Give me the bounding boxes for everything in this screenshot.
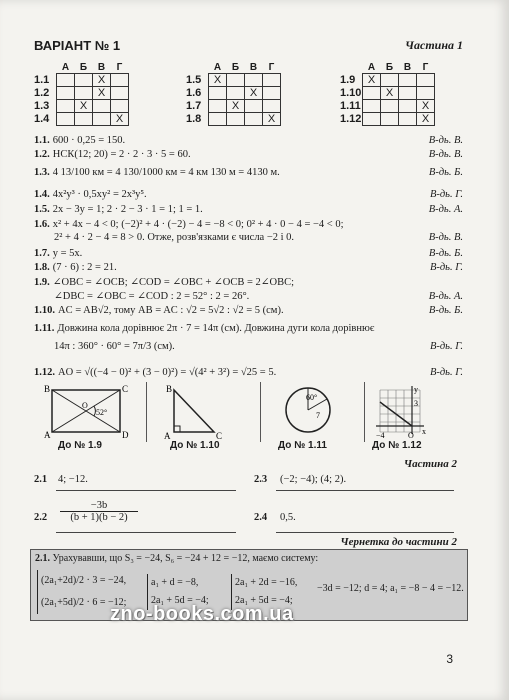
- solution-text: 4x²y³ · 0,5xy² = 2x³y⁵.: [52, 189, 147, 200]
- grid-column-header: Г: [422, 62, 429, 73]
- divider: [260, 382, 261, 442]
- solution-number: 1.12.: [34, 367, 55, 378]
- grid-row-number: 1.2: [34, 87, 50, 99]
- solution-text: 2x − 3y = 1; 2 · 2 − 3 · 1 = 1; 1 = 1.: [52, 204, 203, 215]
- label-c: C: [122, 384, 129, 394]
- solution-line: [34, 340, 463, 353]
- grid-cell: [227, 74, 245, 87]
- solution-line: [34, 247, 463, 260]
- grid-cell: [263, 74, 281, 87]
- solution-answer: В-дь. А.: [428, 204, 463, 215]
- caption-1-9: До № 1.9: [58, 440, 102, 451]
- solution-answer: В-дь. В.: [428, 232, 463, 243]
- grid-cell: [57, 74, 75, 87]
- grid-cell: [363, 87, 381, 100]
- svg-text:B: B: [166, 384, 173, 394]
- solution-text: 14π : 360° · 60° = 7π/3 (см).: [54, 341, 175, 352]
- solution-text: y = 5x.: [52, 248, 83, 259]
- solution-answer: В-дь. Б.: [428, 167, 463, 178]
- grid-row-number: 1.12: [340, 113, 362, 125]
- grid-row-number: 1.11: [340, 100, 361, 112]
- grid-column-header: Б: [79, 62, 88, 73]
- solution-line: [34, 188, 463, 201]
- label-b: B: [44, 384, 51, 394]
- answer-2-2-fraction: [60, 500, 138, 523]
- solution-answer: В-дь. Г.: [429, 341, 463, 352]
- grid-cell: X: [381, 87, 399, 100]
- grid-cell: X: [93, 74, 111, 87]
- fraction-denominator: (b + 1)(b − 2): [60, 511, 138, 523]
- solution-number: 1.8.: [34, 262, 50, 273]
- figure-1-12: [372, 382, 462, 452]
- solution-text: ∠OBC = ∠OCB; ∠COD = ∠OBC + ∠OCB = 2∠OBC;: [52, 277, 295, 288]
- solution-number: 1.2.: [34, 149, 50, 160]
- svg-text:y: y: [414, 385, 418, 394]
- grid-cell: [227, 87, 245, 100]
- label-a: A: [44, 430, 51, 440]
- answer-2-1: 4; −12.: [58, 474, 88, 485]
- grid-cell: [363, 113, 381, 126]
- solution-line: [34, 366, 463, 379]
- grid-row-number: 1.7: [186, 100, 202, 112]
- label-d: D: [122, 430, 129, 440]
- page-header: [34, 38, 463, 54]
- part-2-title: Частина 2: [403, 458, 457, 470]
- solution-text: x² + 4x − 4 < 0; (−2)² + 4 · (−2) − 4 = −8 < 0; 0² + 4 · 0 − 4 = −4 < 0;: [52, 219, 344, 230]
- fraction-numerator: −3b: [90, 500, 108, 511]
- grid-row-number: 1.1: [34, 74, 50, 86]
- solution-number: 1.11.: [34, 323, 55, 334]
- draft-title: Чернетка до частини 2: [340, 536, 457, 548]
- grid-column-header: В: [403, 62, 412, 73]
- solution-line: [34, 218, 463, 231]
- answer-line: [56, 490, 236, 491]
- grid-cell: [93, 113, 111, 126]
- solution-line: [34, 134, 463, 147]
- solution-number: 1.4.: [34, 189, 50, 200]
- grid-cell: [363, 100, 381, 113]
- solution-line: [34, 203, 463, 216]
- caption-1-10: До № 1.10: [170, 440, 220, 451]
- grid-row-number: 1.3: [34, 100, 50, 112]
- grid-cell: [417, 74, 435, 87]
- grid-row-number: 1.10: [340, 87, 362, 99]
- grid-cell: [245, 113, 263, 126]
- solution-number: 1.7.: [34, 248, 50, 259]
- grid-cell: [399, 87, 417, 100]
- answer-2-4: 0,5.: [280, 512, 296, 523]
- solution-line: [34, 148, 463, 161]
- grid-cell: X: [417, 100, 435, 113]
- svg-text:7: 7: [316, 411, 320, 420]
- grid-column-header: Г: [268, 62, 275, 73]
- solution-text: AC = AB√2, тому AB = AC : √2 = 5√2 : √2 = 5 (см).: [58, 305, 284, 316]
- answer-line: [56, 532, 236, 533]
- solution-text: ∠DBC = ∠OBC = ∠COD : 2 = 52° : 2 = 26°.: [54, 291, 250, 302]
- grid-cell: X: [227, 100, 245, 113]
- grid-cell: X: [363, 74, 381, 87]
- solution-answer: В-дь. В.: [428, 149, 463, 160]
- solution-number: 1.6.: [34, 219, 50, 230]
- solution-number: 1.10.: [34, 305, 55, 316]
- solution-line: [34, 290, 463, 303]
- grid-cell: [75, 113, 93, 126]
- grid-cell: [209, 113, 227, 126]
- grid-cell: [57, 87, 75, 100]
- grid-cell: [263, 87, 281, 100]
- answer-2-2-number: 2.2: [34, 512, 48, 523]
- answer-line: [276, 532, 454, 533]
- page-number: 3: [446, 652, 453, 666]
- grid-cell: [417, 87, 435, 100]
- solution-text: НСК(12; 20) = 2 · 2 · 3 · 5 = 60.: [52, 149, 191, 160]
- answer-2-3: (−2; −4); (4; 2).: [280, 474, 347, 485]
- svg-text:x: x: [422, 427, 426, 436]
- solution-text: 4 13/100 км = 4 130/1000 км = 4 км 130 м = 4130 м.: [52, 167, 280, 178]
- solution-line: [34, 231, 463, 244]
- svg-text:C: C: [216, 431, 223, 441]
- svg-text:O: O: [408, 431, 414, 440]
- grid-cell: [57, 100, 75, 113]
- draft-line: Урахувавши, що S₃ = −24, S₆ = −24 + 12 = −12, маємо систему:: [52, 553, 319, 564]
- grid-cell: X: [75, 100, 93, 113]
- grid-cell: [209, 87, 227, 100]
- grid-cell: [227, 113, 245, 126]
- grid-row-number: 1.5: [186, 74, 202, 86]
- grid-column-header: В: [97, 62, 106, 73]
- grid-row-number: 1.6: [186, 87, 202, 99]
- part-1-title: Частина 1: [405, 38, 463, 52]
- solution-line: [34, 166, 463, 179]
- grid-column-header: В: [249, 62, 258, 73]
- svg-text:A: A: [164, 431, 171, 441]
- solution-answer: В-дь. Б.: [428, 305, 463, 316]
- solution-number: 1.5.: [34, 204, 50, 215]
- draft-result: −3d = −12; d = 4; a₁ = −8 − 4 = −12.: [317, 583, 464, 594]
- grid-cell: [381, 113, 399, 126]
- figure-1-10: [152, 382, 242, 452]
- answer-line: [276, 490, 454, 491]
- watermark: zno-books.com.ua: [110, 603, 294, 625]
- label-o: O: [82, 401, 88, 410]
- grid-cell: [111, 87, 129, 100]
- grid-cell: [399, 113, 417, 126]
- answer-2-4-number: 2.4: [254, 512, 268, 523]
- grid-cell: [263, 100, 281, 113]
- grid-cell: X: [209, 74, 227, 87]
- draft-intro: [35, 553, 318, 564]
- solution-line: [34, 304, 463, 317]
- grid-cell: [111, 74, 129, 87]
- grid-cell: X: [417, 113, 435, 126]
- answer-grid: [186, 62, 281, 126]
- grid-cell: [245, 74, 263, 87]
- grid-column-header: Б: [231, 62, 240, 73]
- angle-label: 52°: [96, 408, 108, 417]
- solution-answer: В-дь. Б.: [428, 248, 463, 259]
- grid-cell: X: [263, 113, 281, 126]
- svg-text:60°: 60°: [306, 393, 318, 402]
- solution-number: 1.1.: [34, 135, 50, 146]
- answer-2-3-number: 2.3: [254, 474, 268, 485]
- answer-2-1-number: 2.1: [34, 474, 48, 485]
- figure-1-11: [268, 382, 358, 452]
- figure-1-9: [38, 382, 138, 452]
- grid-cell: X: [111, 113, 129, 126]
- solution-text: AO = √((−4 − 0)² + (3 − 0)²) = √(4² + 3²) = √25 = 5.: [58, 367, 277, 378]
- grid-column-header: Б: [385, 62, 394, 73]
- answer-grid: [34, 62, 129, 126]
- grid-cell: [93, 100, 111, 113]
- grid-row-number: 1.4: [34, 113, 50, 125]
- solution-text: 600 · 0,25 = 150.: [52, 135, 126, 146]
- grid-row-number: 1.8: [186, 113, 202, 125]
- system-3: 2a₁ + 2d = −16, 2a₁ + 5d = −4;: [231, 574, 297, 610]
- grid-cell: [381, 74, 399, 87]
- solution-answer: В-дь. Г.: [429, 262, 463, 273]
- grid-cell: [399, 100, 417, 113]
- solution-text: (7 · 6) : 2 = 21.: [52, 262, 117, 273]
- grid-cell: X: [245, 87, 263, 100]
- grid-cell: [381, 100, 399, 113]
- solution-line: [34, 261, 463, 274]
- grid-column-header: А: [61, 62, 70, 73]
- grid-column-header: А: [213, 62, 222, 73]
- divider: [146, 382, 147, 442]
- svg-text:3: 3: [414, 399, 418, 408]
- system-1: (2a₁+2d)/2 · 3 = −24, (2a₁+5d)/2 · 6 = −12;: [37, 570, 126, 614]
- caption-1-11: До № 1.11: [278, 440, 327, 451]
- divider: [364, 382, 365, 442]
- solution-number: 1.3.: [34, 167, 50, 178]
- solution-number: 1.9.: [34, 277, 50, 288]
- grid-column-header: А: [367, 62, 376, 73]
- grid-column-header: Г: [116, 62, 123, 73]
- grid-cell: X: [93, 87, 111, 100]
- solution-text: 2² + 4 · 2 − 4 = 8 > 0. Отже, розв'язками є числа −2 і 0.: [54, 232, 295, 243]
- grid-cell: [57, 113, 75, 126]
- solution-answer: В-дь. Г.: [429, 189, 463, 200]
- solution-line: [34, 322, 463, 335]
- variant-title: ВАРІАНТ № 1: [34, 38, 121, 53]
- caption-1-12: До № 1.12: [372, 440, 422, 451]
- grid-cell: [111, 100, 129, 113]
- grid-row-number: 1.9: [340, 74, 356, 86]
- solution-text: Довжина кола дорівнює 2π · 7 = 14π (см). Довжина дуги кола дорівнює: [57, 323, 375, 334]
- solution-answer: В-дь. Г.: [429, 367, 463, 378]
- grid-cell: [209, 100, 227, 113]
- grid-cell: [75, 87, 93, 100]
- solution-line: [34, 276, 463, 289]
- svg-text:−4: −4: [376, 431, 385, 440]
- draft-number: 2.1.: [35, 553, 50, 564]
- answer-grid: [340, 62, 435, 126]
- system-2: a₁ + d = −8, 2a₁ + 5d = −4;: [147, 574, 209, 610]
- grid-cell: [399, 74, 417, 87]
- grid-cell: [245, 100, 263, 113]
- grid-cell: [75, 74, 93, 87]
- solution-answer: В-дь. В.: [428, 135, 463, 146]
- solution-answer: В-дь. А.: [428, 291, 463, 302]
